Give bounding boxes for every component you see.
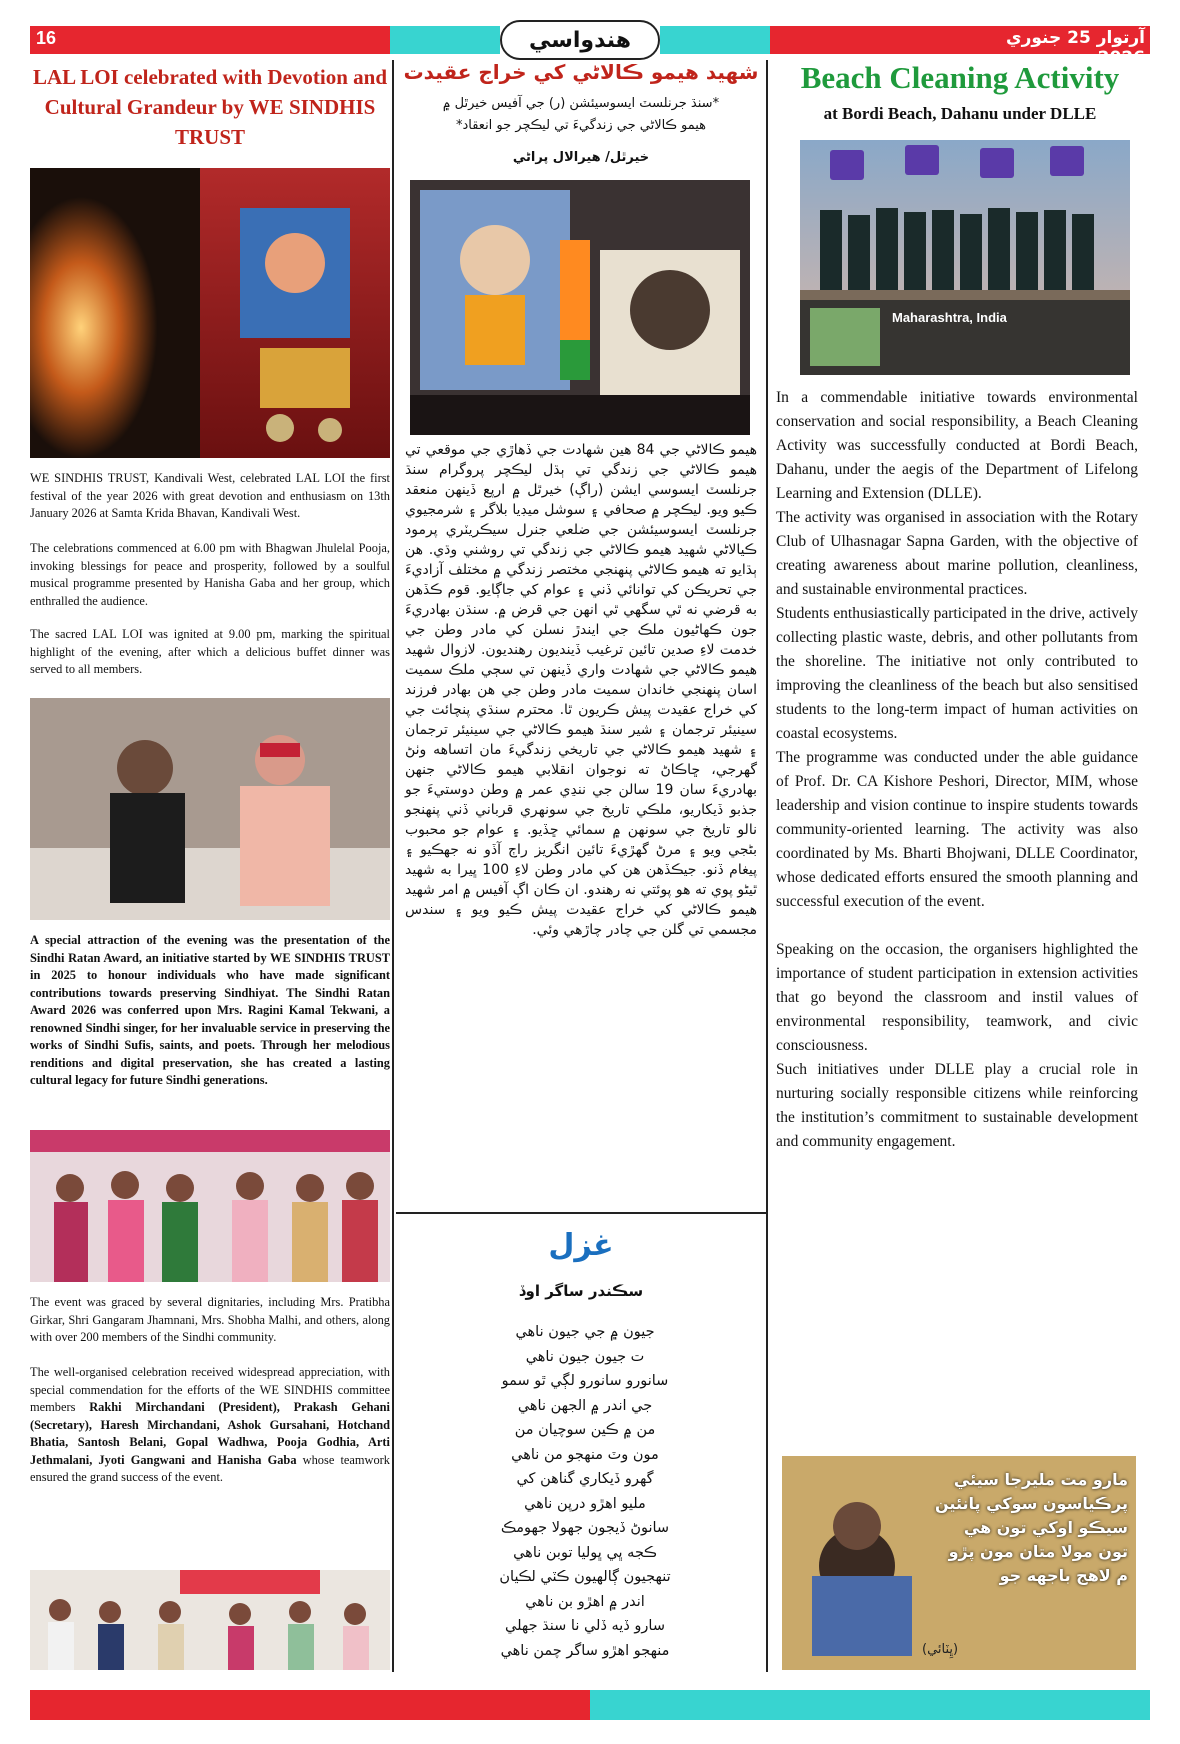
bhittai-poster — [782, 1456, 1136, 1670]
article-subheading-1: *سنڌ جرنلسٽ ايسوسيئشن (ر) جي آفيس خيرٿل ۾ — [442, 96, 720, 111]
column-rule-right — [766, 60, 768, 1672]
hemu-kalani-tribute-photo — [410, 180, 750, 435]
article-headline-hemu-kalani: شهيد هيمو ڪالاڻي کي خراج عقيدت — [403, 60, 759, 84]
lal-loi-para-1: WE SINDHIS TRUST, Kandivali West, celebrated LAL LOI the first festival of the year 2026 with great devotion and enthusiasm on 13th January 2026 at Samta Krida Bhavan, Kandivali West. — [30, 471, 390, 520]
poster-line: سيڪو اوکي تون هي — [963, 1518, 1128, 1537]
ghazal-line: من ۾ ڪين سوچيان من — [514, 1422, 656, 1438]
beach-para-3: Students enthusiastically participated in the drive, actively collecting plastic waste, debris, and other pollutants from the shoreline. The initiative not only contributed to improving the cleanliness of the beach but also sensitised students to the long-term impact of human activities on coastal ecosystems. — [776, 605, 1138, 742]
committee-outro: whose teamwork ensured the grand success of the event. — [30, 1452, 390, 1484]
masthead-logo: هندواسي — [500, 20, 660, 60]
beach-para-1: In a commendable initiative towards environmental conservation and social responsibility, a Beach Cleaning Activity was successfully conducted at Bordi Beach, Dahanu, under the aegis of the Department of Lifelong Learning and Extension (DLLE). — [776, 389, 1138, 502]
issue-date: آرتوار 25 جنوري 2026 — [1006, 28, 1145, 68]
article-subheading-2: هيمو ڪالاڻي جي زندگيءَ تي ليڪچر جو انعقاد* — [455, 118, 707, 133]
ghazal-line: گهرو ڏيکاري گناهن کي — [516, 1471, 654, 1487]
beach-para-4: The programme was conducted under the able guidance of Prof. Dr. CA Kishore Peshori, Director, MIM, whose leadership and vision continue to inspire students towards community-oriented learning. The activity was also coordinated by Ms. Bharti Bhojwani, DLLE Coordinator, whose dedicated efforts ensured the smooth planning and successful execution of the event. — [776, 749, 1138, 910]
footer-band-red — [30, 1690, 590, 1720]
committee-para — [30, 1364, 390, 1487]
group-event-photo — [30, 1570, 390, 1670]
poster-line: پرڪياسون سوکي پانئين — [935, 1494, 1128, 1513]
ghazal-line: سارو ڏيه ڏلي نا سنڌ جهلي — [505, 1618, 665, 1634]
ghazal-line: مون وٽ منهجو من ناهي — [511, 1446, 659, 1463]
ghazal-line: تنهجيون ڳالهيون ڪٽي لڪيان — [499, 1569, 671, 1585]
header-band-left — [30, 26, 390, 54]
beach-para-5: Speaking on the occasion, the organisers highlighted the importance of student participation in extension activities that go beyond the classroom and instil values of environmental responsibility, teamwork, and civic consciousness. — [776, 941, 1138, 1054]
poster-caption: (ڀِٽائي) — [922, 1642, 959, 1657]
article-headline-beach-cleaning: Beach Cleaning Activity — [800, 60, 1120, 95]
ghazal-divider — [396, 1212, 766, 1214]
ghazal-line: اندر ۾ اهڙو بن ناهي — [525, 1593, 645, 1610]
beach-para-2: The activity was organised in association with the Rotary Club of Ulhasnagar Sapna Garden, with the objective of creating awareness about marine pollution, cleanliness, and sustainable environmental practices. — [776, 509, 1138, 598]
committee-members: Rakhi Mirchandani (President), Prakash Gehani (Secretary), Haresh Mirchandani, Ashok Gursahani, Hotchand Bhatia, Santosh Belani, Gopal Wadhwa, Pooja Godhia, Arti Jethmalani, Jyoti Gangwani and Hanisha Gaba — [30, 1400, 390, 1467]
beach-cleaning-group-photo — [800, 140, 1130, 375]
poster-line: م لاهج باجهه جو — [999, 1566, 1128, 1585]
article-byline: خيرٿل/ هيرالال پراڻي — [512, 150, 650, 165]
header-band-cyan-right — [660, 26, 770, 54]
footer-band-cyan — [590, 1690, 1150, 1720]
page-number: 16 — [36, 28, 57, 48]
award-dignitaries-photo — [30, 698, 390, 920]
ghazal-line: منهجو اهڙو ساگر چمن ناهي — [500, 1642, 670, 1659]
ghazal-title: غزل — [548, 1228, 614, 1263]
lal-loi-fire-photo — [30, 168, 390, 458]
ghazal-poet: سڪندر ساگر اوڏ — [518, 1282, 644, 1300]
ghazal-line: جي اندر ۾ الجهن ناهي — [517, 1397, 653, 1414]
lal-loi-para-3: The sacred LAL LOI was ignited at 9.00 pm, marking the spiritual highlight of the evening, after which a delicious buffet dinner was served to all members. — [30, 627, 390, 676]
ghazal-line: ت جيون جيون ناهي — [525, 1348, 645, 1365]
ghazal-line: مليو اهڙو درپن ناهي — [524, 1495, 646, 1512]
ghazal-line: سانورو سانورو لڳي ٿو سمو — [501, 1373, 669, 1389]
beach-para-6: Such initiatives under DLLE play a crucial role in nurturing socially responsible citizens while reinforcing the institution’s commitment to sustainable development and community engagement. — [776, 1061, 1138, 1150]
article-headline-lal-loi: LAL LOI celebrated with Devotion and Cultural Grandeur by WE SINDHIS TRUST — [32, 65, 388, 149]
poster-line: مارو مت مليرجا سيئي — [953, 1470, 1128, 1489]
ghazal-line: سانوڻ ڏيجون جهولا جهومڪ — [500, 1520, 670, 1536]
column-rule-left — [392, 60, 394, 1672]
ghazal-line: ڪجه ڀي ڀوليا توبن ناهي — [513, 1544, 657, 1561]
photo-location-caption: Maharashtra, India — [892, 310, 1007, 325]
lal-loi-para-2: The celebrations commenced at 6.00 pm with Bhagwan Jhulelal Pooja, invoking blessings for peace and prosperity, followed by a soulful musical programme presented by Hanisha Gaba and her group, which enthralled the audience. — [30, 541, 390, 608]
bhittai-verse — [902, 1468, 1128, 1588]
ghazal-poem — [440, 1320, 730, 1663]
sindhi-ratan-award-para: A special attraction of the evening was the presentation of the Sindhi Ratan Award, an initiative started by WE SINDHIS TRUST in 2025 to honour individuals who have made significant contributions towards preserving Sindhiyat. The Sindhi Ratan Award 2026 was conferred upon Mrs. Ragini Kamal Tekwani, a renowned Sindhi singer, for her invaluable service in preserving the works of Sindhi Sufis, saints, and poets. Through her melodious renditions and digital preservation, she has created a lasting cultural legacy for future Sindhi generations. — [30, 933, 390, 1087]
hemu-kalani-article-body: هيمو ڪالاڻي جي 84 هين شهادت جي ڏهاڙي جي موقعي تي هيمو ڪالاڻي جي زندگي تي ٻڌل ليڪچر پروگرام سنڌ جرنلسٽ ايسوسي ايشن (راڳ) خيرٿل ۾ ارپع ڏينهن منعقد ڪيو ويو. ليڪچر ۾ صحافي ۽ سوشل ميڊيا بلاگر ۽ شرمجيوي جرنلسٽ ايسوسيئشن جي ضلعي جنرل سيڪريٽري پرمود ڪيالاڻي شهيد هيمو ڪالاڻي جي زندگي تي روشني وڌي. هن ٻڌايو ته هيمو ڪالاڻي پنهنجي مختصر زندگي ۾ مختلف آزاديءَ جي تحريڪن کي توانائي ڏني ۽ عوام کي جاڳايو. قوم ڪڏهن به قرضي نه ٿي سگهي ٿي انهن جي قرض ۾. سنڌن بهادريءَ جون ڪهاڻيون ملڪ جي ايندڙ نسلن کي مادر وطن جي خدمت لاءِ صدين تائين ترغيب ڏينديون رهنديون. لازوال شهيد هيمو ڪالاڻي جي شهادت واري ڏينهن تي سڄي ملڪ سميت اسان پنهنجي خاندان سميت مادر وطن جي هن بهادر فرزند کي خراج عقيدت پيش ڪريون ٿا. محترم سنڌي پنچائت جي سينيئر ترجمان ۽ شير سنڌ هيمو ڪالاڻي جي سينيئر ترجمان ۽ شهيد هيمو ڪالاڻي جي تاريخي زندگيءَ مان اتساهه وٺڻ گهرجي، ڇاڪاڻ ته نوجوان انقلابي هيمو ڪالاڻي جنهن بهادريءَ سان 19 سالن جي ننڍي عمر ۾ وطن دوستيءَ جو جذبو ڏيکاريو، ملڪي تاريخ جي سونهري قرباني ڏني پنهنجو نالو تاريخ جي سونهن ۾ سمائي ڇڏيو. ۽ عوام جو محبوب بڻجي ويو ۽ مرڻ گهڙيءَ تائين انگريز راڄ آڏو نه جهڪيو ۽ پيغام ڏنو. جيڪڏهن هن کي مادر وطن لاءِ 100 ڀيرا به شهيد ٿيڻو پوي ته هو پوئتي نه رهندو. ان ڪان اڳ آفيس ۾ امر شهيد هيمو ڪالاڻي کي خراج عقيدت پيش ڪيو ويو ۽ سندس مجسمي تي گلن جي چادر چاڙهي وئي. — [405, 442, 757, 938]
header-band-cyan-left — [390, 26, 500, 54]
poster-line: تون مولا متان مون پڙو — [948, 1542, 1128, 1561]
dignitaries-para: The event was graced by several dignitaries, including Mrs. Pratibha Girkar, Shri Gangaram Jhamnani, Mrs. Shobha Malhi, and others, along with over 200 members of the Sindhi community. — [30, 1295, 390, 1344]
committee-intro: The well-organised celebration received widespread appreciation, with special commendation for the efforts of the WE SINDHIS committee members — [30, 1365, 390, 1414]
article-subheadline-beach: at Bordi Beach, Dahanu under DLLE — [823, 104, 1097, 123]
award-presentation-photo — [30, 1130, 390, 1282]
ghazal-line: جيون ۾ جي جيون ناهي — [515, 1324, 655, 1340]
